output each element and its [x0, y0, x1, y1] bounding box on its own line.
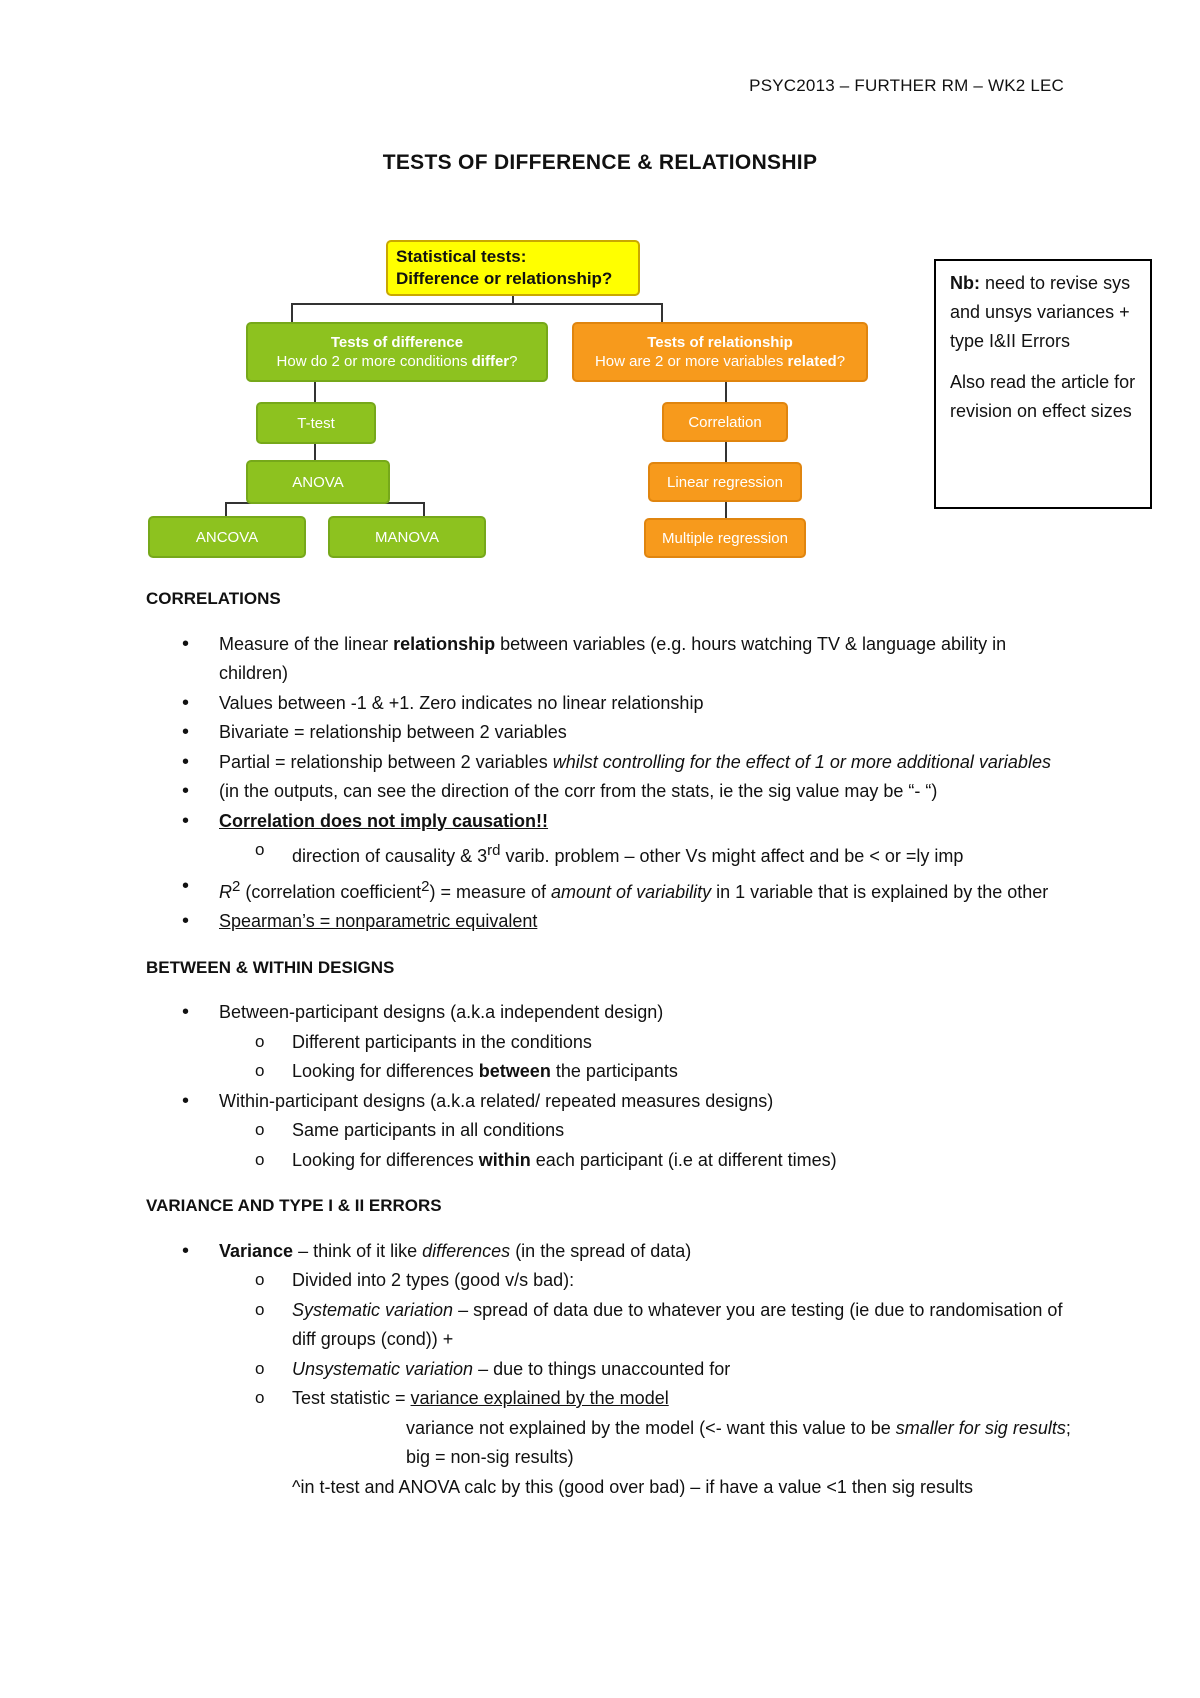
connector: [725, 502, 727, 518]
relationship-node-sub: How are 2 or more variables related?: [594, 353, 846, 370]
sublist-item: o Different participants in the conditions: [219, 1028, 1076, 1058]
connector: [291, 303, 663, 305]
ancova-node: ANCOVA: [148, 516, 306, 558]
difference-node-title: Tests of difference: [330, 334, 464, 351]
sublist-item: o Divided into 2 types (good v/s bad):: [219, 1266, 1076, 1296]
list-item: • $R^2$ (correlation coefficient$^2$) = measure of amount of variability in 1 variable that is explained by the other: [146, 872, 1076, 908]
formula-continuation: [219, 1414, 1076, 1503]
variance-list: [146, 1237, 1076, 1503]
connector: [725, 442, 727, 462]
connector: [225, 502, 227, 516]
root-node: [386, 240, 640, 296]
list-item: • Within-participant designs (a.k.a related/ repeated measures designs) o Same participants in all conditions o Looking for differences within each participant (i.e at different times): [146, 1087, 1076, 1176]
correlations-list: [146, 630, 1076, 937]
root-node-line2: Difference or relationship?: [396, 269, 613, 288]
note-paragraph-1: Nb: need to revise sys and unsys variances + type I&II Errors: [950, 273, 1131, 351]
list-item: • Partial = relationship between 2 variables whilst controlling for the effect of 1 or more additional variables: [146, 748, 1076, 778]
designs-heading: BETWEEN & WITHIN DESIGNS: [146, 957, 395, 977]
revision-note-box: [934, 259, 1152, 509]
sublist: [219, 1028, 1076, 1087]
sublist-item: o Looking for differences between the participants: [219, 1057, 1076, 1087]
manova-node: MANOVA: [328, 516, 486, 558]
designs-list: [146, 998, 1076, 1175]
tests-diagram: [140, 240, 880, 560]
calc-note-line: ^in t-test and ANOVA calc by this (good over bad) – if have a value <1 then sig results: [292, 1476, 973, 1497]
relationship-node-title: Tests of relationship: [647, 334, 793, 351]
sublist-item: o Same participants in all conditions: [219, 1116, 1076, 1146]
course-header: PSYC2013 – FURTHER RM – WK2 LEC: [749, 76, 1064, 95]
sublist: [219, 1266, 1076, 1414]
sublist: [219, 1116, 1076, 1175]
list-item: • Correlation does not imply causation!! o direction of causality & 3rd varib. problem – other Vs might affect and be < or =ly imp: [146, 807, 1076, 872]
sublist-item: o Looking for differences within each participant (i.e at different times): [219, 1146, 1076, 1176]
correlation-node: Correlation: [662, 402, 788, 442]
connector: [314, 382, 316, 402]
relationship-node: [572, 322, 868, 382]
difference-node: [246, 322, 548, 382]
sublist: [219, 836, 1076, 872]
linear-regression-node: Linear regression: [648, 462, 802, 502]
anova-node: ANOVA: [246, 460, 390, 504]
sublist-item: o Systematic variation – spread of data due to whatever you are testing (ie due to randomisation of diff groups (cond)) +: [219, 1296, 1076, 1355]
list-item: • Variance – think of it like differences (in the spread of data) o Divided into 2 types (good v/s bad): o Systematic variation – spread of data due to whatever you are testing (ie due to randomisation of diff groups (cond)) + o Unsystematic variation – due to things unaccounted for o Test statistic = variance explained by the model variance not explained by the model (<- want this value to be smaller for sig results; big = non-sig results) ^in t-test and ANOVA calc by this (good over bad) – if have a value <1 then sig results: [146, 1237, 1076, 1503]
root-node-line1: Statistical tests:: [396, 247, 527, 266]
list-item: • Measure of the linear relationship between variables (e.g. hours watching TV & language ability in children): [146, 630, 1076, 689]
connector: [661, 303, 663, 323]
list-item: • Bivariate = relationship between 2 variables: [146, 718, 1076, 748]
sublist-item: o direction of causality & 3rd varib. problem – other Vs might affect and be < or =ly imp: [219, 836, 1076, 872]
page-title: TESTS OF DIFFERENCE & RELATIONSHIP: [382, 151, 818, 174]
variance-heading: VARIANCE AND TYPE I & II ERRORS: [146, 1196, 442, 1215]
correlations-heading: CORRELATIONS: [146, 589, 281, 608]
connector: [291, 303, 293, 323]
list-item: • Between-participant designs (a.k.a independent design) o Different participants in the conditions o Looking for differences between the participants: [146, 998, 1076, 1087]
list-item: • (in the outputs, can see the direction of the corr from the stats, ie the sig value may be “- “): [146, 777, 1076, 807]
multiple-regression-node: Multiple regression: [644, 518, 806, 558]
note-paragraph-2: Also read the article for revision on effect sizes: [950, 372, 1136, 421]
connector: [314, 444, 316, 460]
list-item: • Values between -1 & +1. Zero indicates no linear relationship: [146, 689, 1076, 719]
list-item: • Spearman’s = nonparametric equivalent: [146, 907, 1076, 937]
connector: [725, 382, 727, 402]
ttest-node: T-test: [256, 402, 376, 444]
denominator-line: variance not explained by the model (<- want this value to be smaller for sig results; big = non-sig results): [406, 1417, 1071, 1467]
connector: [423, 502, 425, 516]
sublist-item: o Test statistic = variance explained by the model: [219, 1384, 1076, 1414]
notes-body: [146, 584, 1076, 1518]
sublist-item: o Unsystematic variation – due to things unaccounted for: [219, 1355, 1076, 1385]
difference-node-sub: How do 2 or more conditions differ?: [276, 353, 518, 370]
